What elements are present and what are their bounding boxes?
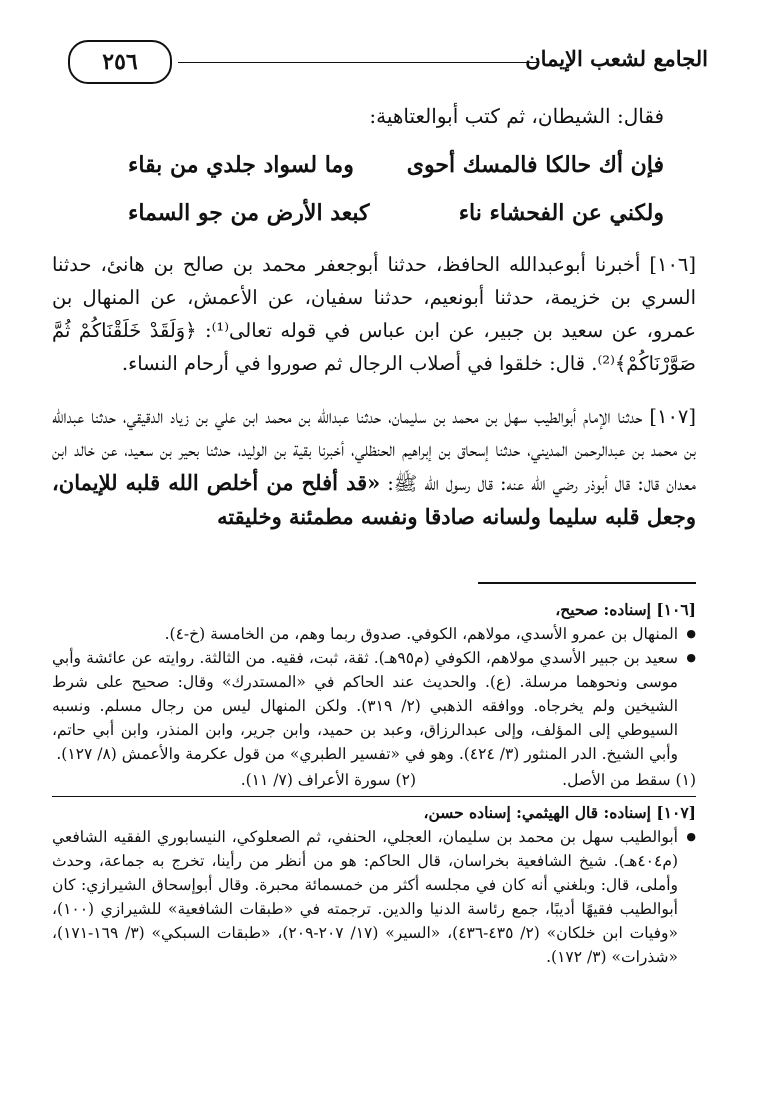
footnote-2: (٢) سورة الأعراف (٧/ ١١). (240, 771, 416, 789)
intro-line: فقال: الشيطان، ثم كتب أبوالعتاهية: (369, 104, 664, 128)
note-107-heading: [١٠٧] إسناده: قال الهيثمي: إسناده حسن، (423, 803, 696, 822)
page-number: ٢٥٦ (68, 40, 172, 84)
hadith-107-quote: «قد أفلح من أخلص الله قلبه للإيمان، وجعل قلبه سليما ولسانه صادقا ونفسه مطمئنة وخليقته (52, 470, 696, 529)
page-header (68, 40, 708, 84)
hadith-107 (52, 400, 696, 534)
running-title: الجامع لشعب الإيمان (525, 46, 708, 71)
poem-verse-1-second: وما لسواد جلدي من بقاء (128, 152, 354, 178)
header-rule (178, 62, 538, 63)
footnote-1: (١) سقط من الأصل. (562, 771, 696, 789)
note-106-heading: [١٠٦] إسناده: صحيح، (555, 600, 696, 619)
hadith-106: [١٠٦] أخبرنا أبوعبدالله الحافظ، حدثنا أبوجعفر محمد بن صالح بن هانئ، حدثنا السري بن خزيمة، حدثنا أبونعيم، حدثنا سفيان، عن الأعمش، عن المنهال بن عمرو، عن سعيد بن جبير، عن ابن عباس في قوله تعالى⁽¹⁾: ﴿وَلَقَدْ خَلَقْنَاكُمْ ثُمَّ صَوَّرْنَاكُمْ﴾⁽²⁾. قال: خلقوا في أصلاب الرجال ثم صوروا في أرحام النساء. (52, 253, 696, 375)
poem-verse-2-first: ولكني عن الفحشاء ناء (458, 200, 664, 226)
note-106-item: ● سعيد بن جبير الأسدي مولاهم، الكوفي (م٩٥هـ). ثقة، ثبت، فقيه. من الثالثة. روايته عن عائشة وأبي موسى ونحوهما مرسلة. (ع). والحديث عند الحاكم في «المستدرك» وقال: صحيح على شرط الشيخين ولم يخرجاه. ووافقه الذهبي (٢/ ٣١٩). ولكن المنهال ليس من رجال مسلم. ونسبه السيوطي إلى المؤلف، وإلى عبدالرزاق، وعبد بن حميد، وابن جرير، وابن المنذر، وابن أبي حاتم، وأبي الشيخ. الدر المنثور (٣/ ٤٢٤). وهو في «تفسير الطبري» من قول عكرمة والأعمش (٨/ ١٢٧). (52, 646, 696, 766)
footnote-row (52, 768, 696, 794)
poem-verse-2-second: كبعد الأرض من جو السماء (128, 200, 370, 226)
notes-separator (52, 796, 696, 797)
note-106-list (52, 622, 696, 766)
footnotes-section (52, 598, 696, 969)
poem-verse-1-first: فإن أك حالكا فالمسك أحوى (406, 152, 664, 178)
note-107-item: ● أبوالطيب سهل بن محمد بن سليمان، العجلي، الحنفي، ثم الصعلوكي، النيسابوري الفقيه الشافعي (م٤٠٤هـ). شيخ الشافعية بخراسان، قال الحاكم: هو من أنظر من رأينا، تخرج به جماعة، وحدث وأملى، قال: وبلغني أنه كان في مجلسه أكثر من خمسمائة محبرة. وقال أبوإسحاق الشيرازي: كان أبوالطيب فقيهًا أديبًا، جمع رئاسة الدنيا والدين. ترجمته في «طبقات الشافعية» للشيرازي (١٠٠)، «وفيات ابن خلكان» (٢/ ٤٣٥-٤٣٦)، «السير» (١٧/ ٢٠٧-٢٠٩)، «طبقات السبكي» (٣/ ١٦٩-١٧١)، «شذرات» (٣/ ١٧٢). (52, 825, 696, 969)
note-106-item: ● المنهال بن عمرو الأسدي، مولاهم، الكوفي. صدوق ربما وهم، من الخامسة (خ-٤). (52, 622, 696, 646)
note-107-list (52, 825, 696, 969)
footnote-divider (478, 582, 696, 584)
hadith-107-text: [١٠٧] حدثنا الإمام أبوالطيب سهل بن محمد بن سليمان، حدثنا عبدالله بن محمد ابن علي بن زياد الدقيقي، حدثنا عبدالله بن محمد بن عبدالرحمن المديني، حدثنا إسحاق بن إبراهيم الحنظلي، أخبرنا بقية بن الوليد، حدثنا بحير بن سعيد، عن خالد ابن معدان قال: قال أبوذر رضي الله عنه: قال رسول الله ﷺ: (52, 405, 696, 495)
